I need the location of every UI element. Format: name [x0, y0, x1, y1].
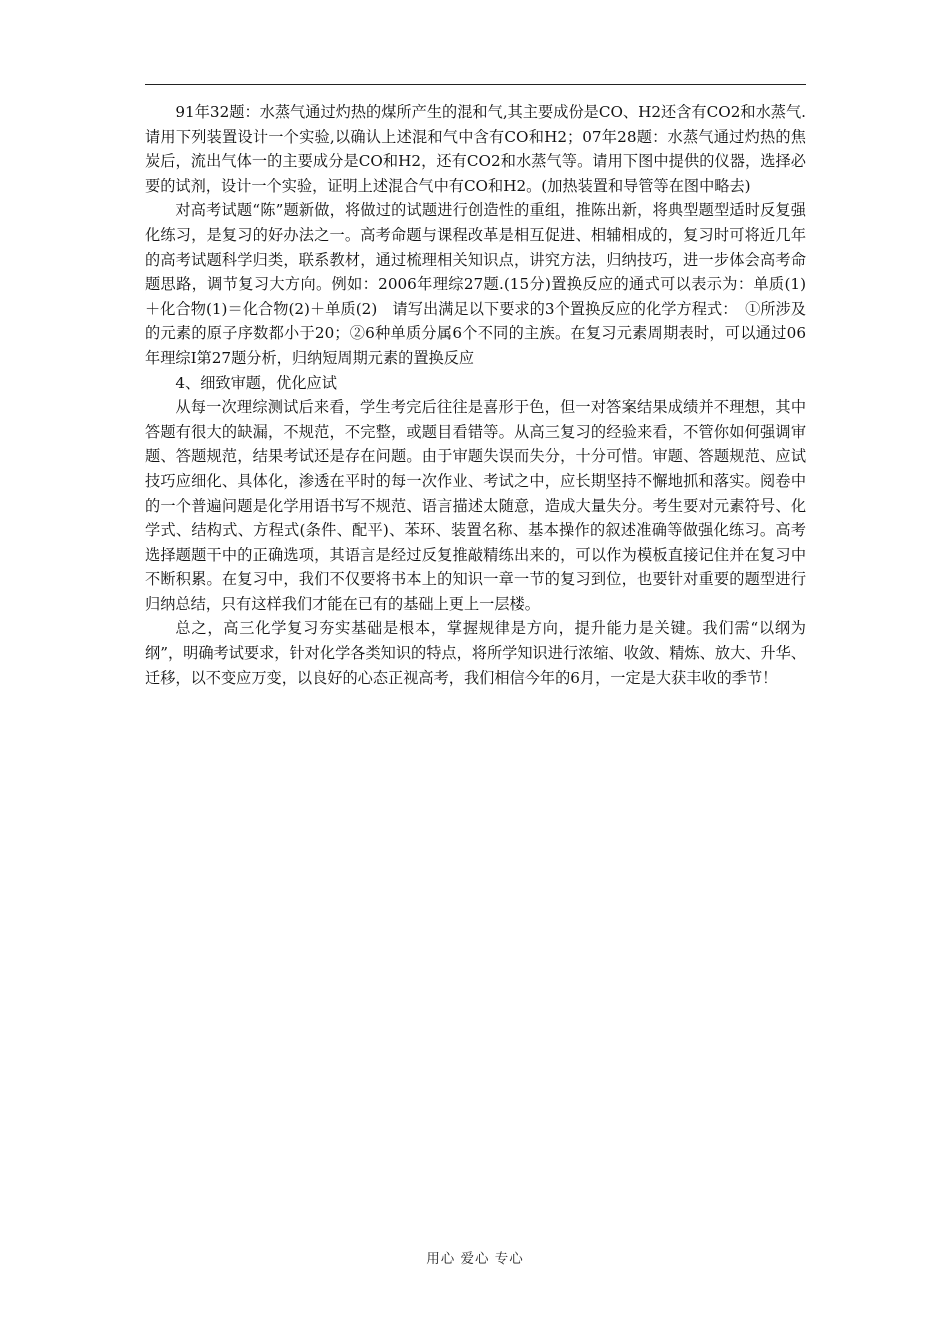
paragraph-exam-examples: 91年32题：水蒸气通过灼热的煤所产生的混和气,其主要成份是CO、H2还含有CO2和水蒸气.请用下列装置设计一个实验,以确认上述混和气中含有CO和H2；07年28题：水蒸气通过灼热的焦炭后，流出气体一的主要成分是CO和H2，还有CO2和水蒸气等。请用下图中提供的仪器，选择必要的试剂，设计一个实验，证明上述混合气中有CO和H2。(加热装置和导管等在图中略去): [145, 103, 806, 195]
page-footer: 用心 爱心 专心: [426, 1251, 524, 1267]
section-heading-exam-strategy: 4、细致审题，优化应试: [175, 373, 337, 392]
document-body: [145, 100, 806, 690]
paragraph-conclusion: 总之，高三化学复习夯实基础是根本，掌握规律是方向，提升能力是关键。我们需“以纲为纲”，明确考试要求，针对化学各类知识的特点，将所学知识进行浓缩、收敛、精炼、放大、升华、迁移，以不变应万变，以良好的心态正视高考，我们相信今年的6月，一定是大获丰收的季节！: [145, 619, 806, 687]
header-rule: [145, 84, 806, 85]
paragraph-old-questions: 对高考试题“陈”题新做，将做过的试题进行创造性的重组，推陈出新，将典型题型适时反复强化练习，是复习的好办法之一。高考命题与课程改革是相互促进、相辅相成的，复习时可将近几年的高考试题科学归类，联系教材，通过梳理相关知识点，讲究方法，归纳技巧，进一步体会高考命题思路，调节复习大方向。例如：2006年理综27题.(15分)置换反应的通式可以表示为：单质(1)＋化合物(1)＝化合物(2)＋单质(2) 请写出满足以下要求的3个置换反应的化学方程式： ①所涉及的元素的原子序数都小于20；②6种单质分属6个不同的主族。在复习元素周期表时，可以通过06年理综Ⅰ第27题分析，归纳短周期元素的置换反应: [145, 201, 806, 367]
paragraph-exam-strategy: 从每一次理综测试后来看，学生考完后往往是喜形于色，但一对答案结果成绩并不理想，其中答题有很大的缺漏，不规范，不完整，或题目看错等。从高三复习的经验来看，不管你如何强调审题、答题规范，结果考试还是存在问题。由于审题失误而失分，十分可惜。审题、答题规范、应试技巧应细化、具体化，渗透在平时的每一次作业、考试之中，应长期坚持不懈地抓和落实。阅卷中的一个普遍问题是化学用语书写不规范、语言描述太随意，造成大量失分。考生要对元素符号、化学式、结构式、方程式(条件、配平)、苯环、装置名称、基本操作的叙述准确等做强化练习。高考选择题题干中的正确选项，其语言是经过反复推敲精练出来的，可以作为模板直接记住并在复习中不断积累。在复习中，我们不仅要将书本上的知识一章一节的复习到位，也要针对重要的题型进行归纳总结，只有这样我们才能在已有的基础上更上一层楼。: [145, 398, 806, 613]
